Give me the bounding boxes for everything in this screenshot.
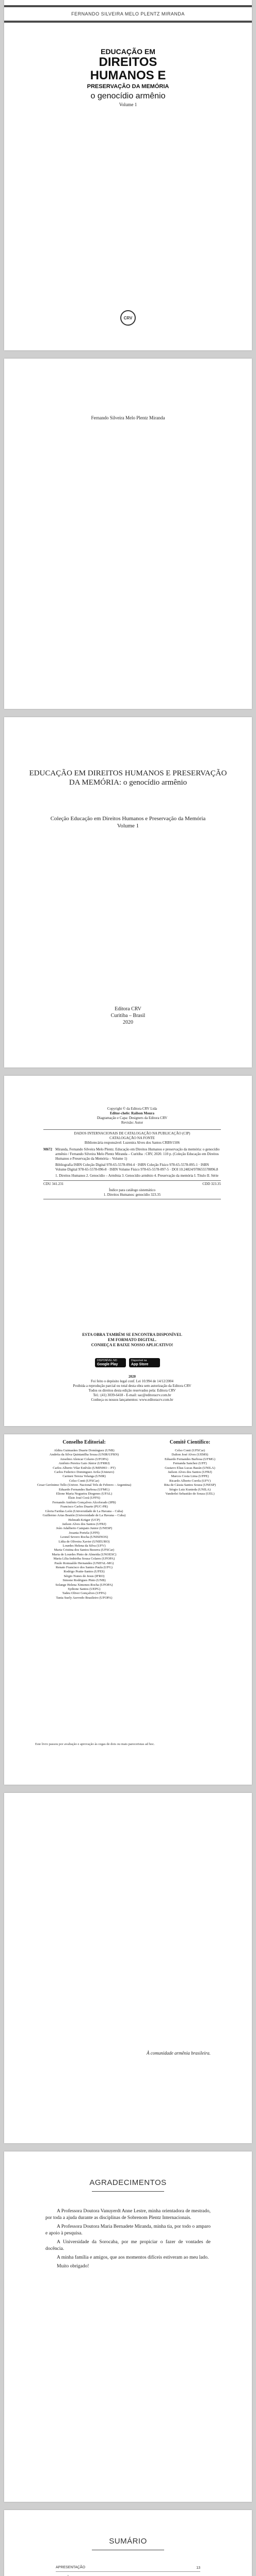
google-play-small: DISPONÍVEL NO xyxy=(97,1359,117,1362)
catalog-entry-code: M672 xyxy=(43,1147,53,1151)
editorial-member: Fernando Antônio Gonçalves Alcoforado (IPB) xyxy=(52,1500,116,1504)
editorial-member: Antônio Pereira Gaio Júnior (UFRRJ) xyxy=(58,1462,110,1466)
toc-entry-page: 13 xyxy=(196,2566,200,2570)
legal-line5: Conheça os nossos lançamentos: www.editoracrv.com.br xyxy=(91,1398,173,1402)
title-page-collection xyxy=(25,815,231,829)
scientific-member: Jailson Alves dos Santos (UFRJ) xyxy=(168,1470,212,1475)
cover-subtitle: o genocídio armênio xyxy=(90,92,166,100)
scientific-member: Fernanda Sanchez (UFF) xyxy=(173,1462,207,1466)
cover-title-line1: EDUCAÇÃO EM xyxy=(101,47,155,56)
cover-title-line2: DIREITOS xyxy=(99,55,157,69)
half-title-page xyxy=(4,359,252,709)
editorial-member: Paulo Romualdo Hernandes (UNIFAL-MG) xyxy=(54,1561,114,1565)
catalog-card xyxy=(43,1129,221,1199)
digital-notice-1: ESTA OBRA TAMBÉM SE ENCONTRA DISPONÍVEL xyxy=(82,1332,182,1337)
collection-volume: Volume 1 xyxy=(117,823,139,829)
digital-notice-2: EM FORMATO DIGITAL. xyxy=(107,1337,156,1342)
cover-title-line4: PRESERVAÇÃO DA MEMÓRIA xyxy=(87,83,169,90)
catalog-librarian: Bibliotecária responsável: Luzenira Alves dos Santos CRB9/1506 xyxy=(84,1141,180,1145)
editorial-member: Sydione Santos (UEPG) xyxy=(68,1587,101,1591)
scientific-member: Sérgio Luiz Kunieda (UNILA) xyxy=(169,1487,211,1492)
toc-entry[interactable] xyxy=(56,2562,200,2572)
peer-review-note: Este livro passou por avaliação e aprovação às cegas de dois ou mais pareceristas ad hoc. xyxy=(35,1742,155,1746)
scientific-member: Gustavo Elias Lucas Bazán (UNILA) xyxy=(165,1466,215,1470)
paragraph: A Professora Doutora Maria Bernadete Miranda, minha tia, por todo o amparo e apoio à pesquisa. xyxy=(45,2224,211,2236)
editorial-member: Maria Lília Imbiriba Sousa Colares (UFOPA) xyxy=(53,1557,115,1561)
title-page xyxy=(4,717,252,1067)
title-rule xyxy=(92,2191,164,2192)
catalog-codes xyxy=(43,1180,221,1187)
scientific-member: Ricardo Alberto Corrêa (UFV) xyxy=(169,1479,211,1483)
publisher-year: 2020 xyxy=(123,1020,133,1025)
paragraph: A Universidade da Sorocaba, por me propiciar o fazer de vontades de docência. xyxy=(45,2240,211,2251)
copyright-line: Copyright © da Editora CRV Ltda xyxy=(107,1107,157,1111)
editorial-member: Helmuth Krüger (UCP) xyxy=(68,1518,100,1522)
app-store-badge[interactable] xyxy=(129,1358,160,1367)
editorial-member: Andréia da Silva Quintanilha Sousa (UNIR/UFRN) xyxy=(49,1453,119,1457)
editorial-member: Renato Francisco dos Santos Paula (UFG) xyxy=(56,1565,113,1569)
editorial-member: Elione Maria Nogueira Diogenes (UFAL) xyxy=(56,1492,113,1496)
editorial-member: Anselmo Alencar Colares (UFOPA) xyxy=(60,1457,108,1461)
cover-top-stripe xyxy=(4,5,252,7)
editorial-list xyxy=(35,1449,133,1600)
editorial-member: Tania Suely Azevedo Brasileiro (UFOPA) xyxy=(56,1596,113,1600)
editorial-member: Guillermo Arias Beatón (Universidade de La Havana – Cuba) xyxy=(42,1514,126,1518)
editorial-member: Carlos Alberto Vilar Estêvão (UMINHO – PT) xyxy=(53,1466,116,1470)
scientific-member: Marcos Costa Lima (UFPE) xyxy=(171,1475,209,1479)
acknowledgements-title: AGRADECIMENTOS xyxy=(89,2178,167,2187)
app-badges xyxy=(95,1358,160,1367)
toc-title: SUMÁRIO xyxy=(109,2537,147,2546)
editorial-member: Francisco Carlos Duarte (PUC-PR) xyxy=(60,1505,108,1509)
editorial-member: João Adalberto Campato Junior (UNESP) xyxy=(56,1527,113,1531)
catalog-isbn: Bibliografia ISBN Coleção Digital 978-65-5578-094-4 · ISBN Coleção Físico 978-65-5578-095-1 · ISBN Volume Digital 978-65-5578-096-8 · ISBN Volume Físico 978-65-5578-097-5 · DOI 10.24824/978655578096.8 xyxy=(55,1163,218,1172)
editorial-member: Eduardo Fernandes Barbosa (UFMG) xyxy=(58,1487,110,1492)
editorial-member: Leonel Severo Rocha (UNISINOS) xyxy=(60,1535,108,1539)
cdu-code: CDU 341.231 xyxy=(43,1182,64,1186)
legal-line3: Todos os direitos desta edição reservados pela: Editora CRV xyxy=(88,1388,176,1393)
scientific-member: Rita de Cássia Santos Souza (UNESP) xyxy=(164,1483,216,1487)
toc-entry[interactable] xyxy=(56,2572,200,2576)
scientific-member: Eduardo Fernandes Barbosa (UFMG) xyxy=(164,1457,216,1461)
cover-stripe-2 xyxy=(4,21,252,23)
dedication-text: À comunidade armênia brasileira. xyxy=(147,2050,211,2056)
editorial-member: Rodrigo Pratte-Santos (UFES) xyxy=(63,1570,105,1574)
dedication-page xyxy=(4,1793,252,2143)
google-play-badge[interactable] xyxy=(95,1358,126,1367)
editorial-member: Maria Cristina dos Santos Bezerra (UFSCar) xyxy=(54,1548,115,1552)
cover-author: FERNANDO SILVEIRA MELO PLENTZ MIRANDA xyxy=(71,11,185,16)
editorial-member: Jailson Alves dos Santos (UFRJ) xyxy=(62,1522,106,1526)
catalog-entry xyxy=(43,1147,221,1178)
cover-volume: Volume 1 xyxy=(119,102,137,107)
editorial-member: Cesar Gerónimo Tello (Univer. Nacional Três de Febrero – Argentina) xyxy=(37,1483,132,1487)
catalog-title: DADOS INTERNACIONAIS DE CATALOGAÇÃO NA PUBLICAÇÃO (CIP) xyxy=(74,1131,190,1136)
cover-title-line3: HUMANOS E xyxy=(90,69,166,82)
digital-notice-3: CONHEÇA E BAIXE NOSSO APLICATIVO! xyxy=(91,1343,173,1347)
catalog-subjects: 1. Direitos Humanos 2. Genocídio – Armênia 3. Genocídio armênio 4. Preservação da memória I. Título II. Série xyxy=(55,1174,219,1178)
cover-title xyxy=(4,47,252,101)
council-page xyxy=(4,1434,252,1785)
legal-line4: Tel.: (41) 3039-6418 - E-mail: sac@editoracrv.com.br xyxy=(93,1393,171,1397)
paragraph: A minha família e amigos, que aos momentos difíceis estiveram ao meu lado. xyxy=(57,2255,209,2260)
editorial-member: Simone Rodrigues Pinto (UNB) xyxy=(62,1579,106,1583)
editorial-member: Tadeu Oliver Gonçalves (UFPA) xyxy=(62,1591,106,1596)
index-title: Índice para catálogo sistemático xyxy=(109,1188,155,1192)
paragraph: A Professora Doutora Vanuyerdt Anne Lestre, minha orientadora de mestrado, por toda a ajuda durante as disciplinas de Sobrenom Plentz Internacionais. xyxy=(45,2209,211,2221)
scientific-title: Comitê Científico: xyxy=(169,1439,211,1445)
collection-name: Coleção Educação em Direitos Humanos e Preservação da Memória xyxy=(50,816,206,822)
app-store-label: App Store xyxy=(131,1363,149,1366)
title-page-publisher xyxy=(4,1006,252,1026)
svg-text:CRV: CRV xyxy=(123,316,133,320)
legal-block xyxy=(43,1375,221,1402)
acknowledgements-page xyxy=(4,2151,252,2502)
catalog-entry-body xyxy=(55,1147,221,1178)
google-play-label: Google Play xyxy=(97,1363,118,1366)
scientific-member: Vanderlei Sebastião de Souza (UEL) xyxy=(165,1492,215,1496)
cdd-code: CDD 323.35 xyxy=(202,1182,221,1186)
catalog-subtitle: CATALOGAÇÃO NA FONTE xyxy=(109,1136,155,1140)
scientific-list xyxy=(149,1449,231,1496)
publisher-place: Curitiba – Brasil xyxy=(110,1013,146,1019)
digital-notice xyxy=(43,1332,221,1348)
toc-entry-label: APRESENTAÇÃO xyxy=(56,2566,86,2569)
editorial-member: Maria de Lourdes Pinto de Almeida (UNOESC) xyxy=(52,1552,117,1556)
editorial-member: Lourdes Helena da Silva (UFV) xyxy=(62,1544,106,1548)
editorial-member: Gloria Fariñas León (Universidade de La Havana – Cuba) xyxy=(45,1509,123,1513)
copyright-credits xyxy=(43,1107,221,1125)
editorial-member: Josania Portela (UFPI) xyxy=(69,1531,100,1535)
editorial-member: Sérgio Nunes de Jesus (IFRO) xyxy=(63,1574,105,1578)
acknowledgements-body xyxy=(45,2208,211,2272)
legal-year: 2020 xyxy=(129,1375,136,1379)
editorial-member: Lídia de Oliveira Xavier (UNIEURO) xyxy=(58,1539,110,1544)
scientific-member: Celso Conti (UFSCar) xyxy=(174,1449,205,1452)
editorial-member: Carmen Tereza Velanga (UNIR) xyxy=(62,1475,106,1479)
editorial-member: Celso Conti (UFSCar) xyxy=(69,1479,100,1483)
design-line: Diagramação e Capa: Designers da Editora CRV xyxy=(97,1116,168,1120)
title-page-title: EDUCAÇÃO EM DIREITOS HUMANOS E PRESERVAÇÃO DA MEMÓRIA: o genocídio armênio xyxy=(29,769,227,787)
scientific-member: Dalton José Alves (UEMS) xyxy=(171,1453,209,1457)
half-title-author: Fernando Silveira Melo Plentz Miranda xyxy=(91,415,165,420)
editorial-member: Élsio José Corá (UFFS) xyxy=(68,1496,100,1500)
publisher-name: Editora CRV xyxy=(115,1006,141,1012)
revision-line: Revisão: Autor xyxy=(121,1121,143,1125)
cover-page xyxy=(4,0,252,350)
legal-line2: Proibida a reprodução parcial ou total desta obra sem autorização da Editora CRV xyxy=(73,1384,191,1388)
editorial-title: Conselho Editorial: xyxy=(62,1439,106,1445)
app-store-small: Disponível na xyxy=(131,1359,147,1362)
editorial-member: Solange Helena Ximenes-Rocha (UFOPA) xyxy=(55,1583,113,1587)
catalog-entry-text: Miranda, Fernando Silveira Melo Plentz. Educação em Direitos Humanos e preservação da memória: o genocídio armênio / Fernando Silveira Melo Plentz Miranda – Curitiba : CRV, 2020. 110 p. (Coleção Educação em Direitos Humanos e Preservação da Memória – Volume 1) xyxy=(55,1147,220,1161)
editorial-member: Carlos Federico Dominguez Avila (Unieuro) xyxy=(54,1470,114,1475)
legal-line1: Foi feito o depósito legal conf. Lei 10.994 de 14/12/2004 xyxy=(90,1379,173,1383)
toc-page xyxy=(4,2510,252,2576)
index-item: 1. Direitos Humanos: genocídio 323.35 xyxy=(103,1193,161,1197)
paragraph: Muito obrigado! xyxy=(57,2264,89,2269)
editor-line: Editor-chefe: Railson Moura xyxy=(109,1111,155,1115)
publisher-logo xyxy=(119,309,137,327)
editorial-member: Aldira Guimarães Duarte Domínguez (UNB) xyxy=(54,1449,115,1452)
copyright-page xyxy=(4,1076,252,1426)
toc-list xyxy=(56,2562,200,2576)
